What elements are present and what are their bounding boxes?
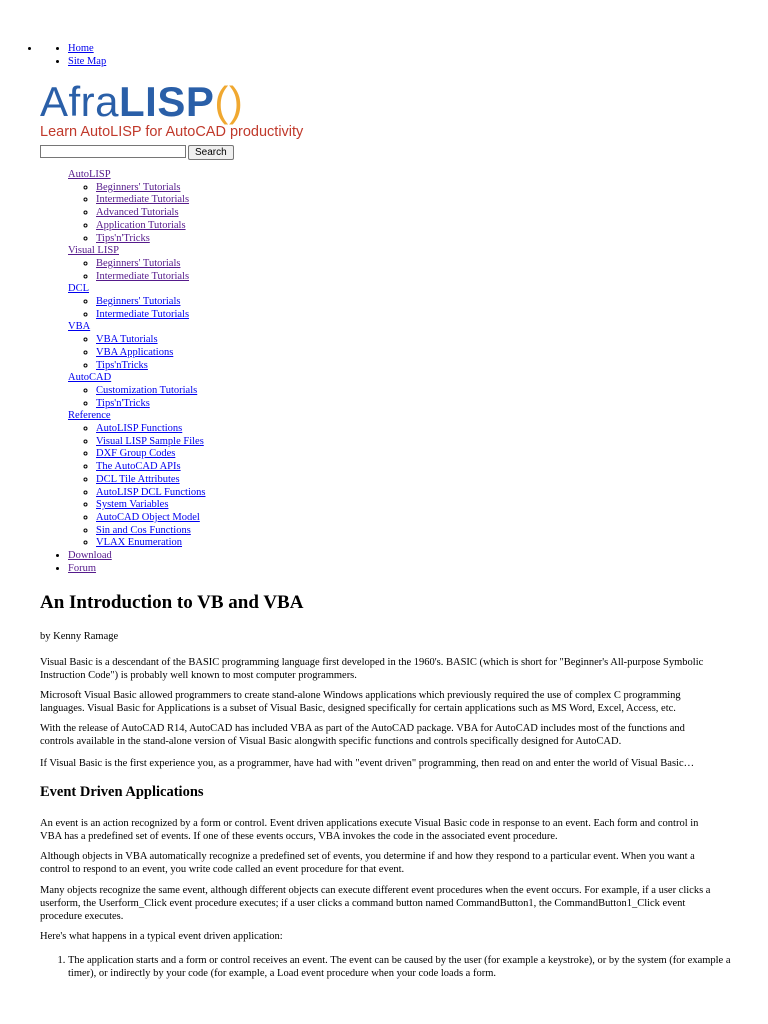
nav-submenu xyxy=(68,334,205,372)
section-heading: Event Driven Applications xyxy=(40,784,204,800)
nav-submenu xyxy=(68,296,205,321)
nav-submenu-item xyxy=(96,525,205,538)
nav-submenu-item xyxy=(96,194,205,207)
nav-sublink[interactable]: Beginners' Tutorials xyxy=(96,296,181,308)
nav-submenu-item xyxy=(96,233,205,246)
nav-submenu-item xyxy=(96,296,205,309)
nav-sublink[interactable]: Intermediate Tutorials xyxy=(96,194,190,206)
nav-sublink[interactable]: Intermediate Tutorials xyxy=(96,270,190,282)
nav-link[interactable]: Visual LISP xyxy=(68,245,119,257)
search-button[interactable]: Search xyxy=(188,145,234,160)
nav-section-visual-lisp xyxy=(68,245,205,283)
article-title: An Introduction to VB and VBA xyxy=(40,592,304,613)
nav-link[interactable]: VBA xyxy=(68,321,91,333)
nav-submenu-item xyxy=(96,220,205,233)
nav-submenu-item xyxy=(96,347,205,360)
nav-section-reference xyxy=(68,410,205,550)
logo-afra: Afra xyxy=(40,78,120,125)
top-nav xyxy=(0,33,107,67)
search-input[interactable] xyxy=(40,145,186,158)
nav-section-autolisp xyxy=(68,169,205,245)
nav-submenu-item xyxy=(96,398,205,411)
nav-submenu-item xyxy=(96,385,205,398)
site-map-link[interactable]: Site Map xyxy=(68,56,107,67)
paragraph: Microsoft Visual Basic allowed programmers to create stand-alone Windows applications which previously required the use of complex C programming languages. Visual Basic for Applications is a subset of Visual Basic, designed specifically for certain applications such as MS Word, Excel, Access, etc. xyxy=(40,690,681,714)
nav-submenu-item xyxy=(96,448,205,461)
nav-sublink[interactable]: DCL Tile Attributes xyxy=(96,473,180,485)
nav-link[interactable]: Download xyxy=(68,550,112,562)
nav-sublink[interactable]: Visual LISP Sample Files xyxy=(96,435,204,447)
nav-submenu-item xyxy=(96,474,205,487)
nav-sublink[interactable]: Customization Tutorials xyxy=(96,384,198,396)
nav-submenu-item xyxy=(96,271,205,284)
nav-sublink[interactable]: VBA Applications xyxy=(96,346,174,358)
nav-submenu xyxy=(68,258,205,283)
nav-sublink[interactable]: DXF Group Codes xyxy=(96,448,176,460)
nav-submenu-item xyxy=(96,537,205,550)
nav-sublink[interactable]: Tips'n'Tricks xyxy=(96,397,150,409)
nav-section-vba xyxy=(68,321,205,372)
nav-sublink[interactable]: AutoCAD Object Model xyxy=(96,511,200,523)
paragraph: Here's what happens in a typical event driven application: xyxy=(40,931,283,942)
site-logo[interactable] xyxy=(40,78,304,142)
nav-submenu-item xyxy=(96,423,205,436)
nav-sublink[interactable]: System Variables xyxy=(96,499,169,511)
top-nav-item-home[interactable] xyxy=(68,42,106,55)
nav-section-dcl xyxy=(68,283,205,321)
nav-submenu-item xyxy=(96,334,205,347)
event-steps-list xyxy=(40,954,748,980)
top-nav-item-sitemap[interactable] xyxy=(68,55,106,68)
nav-submenu-item xyxy=(96,499,205,512)
nav-sublink[interactable]: AutoLISP DCL Functions xyxy=(96,486,206,498)
paragraph: Visual Basic is a descendant of the BASIC programming language first developed in the 1960's. BASIC (which is short for "Beginner's All-purpose Symbolic Instruction Code") is probably well known to most computer programmers. xyxy=(40,657,704,681)
nav-submenu-item xyxy=(96,487,205,500)
article-author: by Kenny Ramage xyxy=(40,631,119,642)
paragraph: If Visual Basic is the first experience you, as a programmer, have had with "event driven" programming, then read on and enter the world of Visual Basic… xyxy=(40,758,695,769)
nav-sublink[interactable]: VBA Tutorials xyxy=(96,334,158,346)
nav-submenu-item xyxy=(96,360,205,373)
nav-link[interactable]: Forum xyxy=(68,562,97,574)
nav-submenu xyxy=(68,385,205,410)
nav-link[interactable]: AutoCAD xyxy=(68,372,112,384)
nav-sublink[interactable]: Advanced Tutorials xyxy=(96,207,179,219)
logo-wordmark xyxy=(40,80,300,124)
nav-sublink[interactable]: The AutoCAD APIs xyxy=(96,461,181,473)
nav-submenu-item xyxy=(96,309,205,322)
nav-link[interactable]: Reference xyxy=(68,410,111,422)
nav-submenu-item xyxy=(96,207,205,220)
nav-submenu-item xyxy=(96,258,205,271)
nav-section-autocad xyxy=(68,372,205,410)
nav-sublink[interactable]: Application Tutorials xyxy=(96,219,186,231)
nav-link[interactable]: DCL xyxy=(68,283,89,295)
home-link[interactable]: Home xyxy=(68,43,94,54)
nav-sublink[interactable]: Beginners' Tutorials xyxy=(96,257,181,269)
article xyxy=(40,590,731,979)
paragraph: Although objects in VBA automatically recognize a predefined set of events, you determine if and how they respond to a particular event. When you want a control to respond to an event, you write code called an event procedure for that event. xyxy=(40,851,695,875)
paragraph: An event is an action recognized by a form or control. Event driven applications execute Visual Basic code in response to an event. Each form and control in VBA has a predefined set of events. If one of these events occurs, VBA invokes the code in the associated event procedure. xyxy=(40,818,699,842)
nav-submenu-item xyxy=(96,436,205,449)
nav-sublink[interactable]: Tips'nTricks xyxy=(96,359,148,371)
nav-section-download xyxy=(68,550,205,563)
search-form xyxy=(40,145,234,161)
nav-submenu-item xyxy=(96,512,205,525)
paragraph: With the release of AutoCAD R14, AutoCAD has included VBA as part of the AutoCAD package. VBA for AutoCAD includes most of the functions and controls available in the stand-alone version of Visual Basic alongwith specific functions and controls specifically designed for AutoCAD. xyxy=(40,723,685,747)
nav-sublink[interactable]: Sin and Cos Functions xyxy=(96,524,191,536)
nav-submenu xyxy=(68,423,205,550)
nav-sublink[interactable]: AutoLISP Functions xyxy=(96,423,183,435)
top-nav-bullet xyxy=(40,42,107,67)
nav-sublink[interactable]: Beginners' Tutorials xyxy=(96,181,181,193)
logo-parens: () xyxy=(214,78,244,125)
nav-submenu xyxy=(68,182,205,246)
main-nav xyxy=(0,169,205,576)
list-item: 1. The application starts and a form or control receives an event. The event can be caused by the user (for example a keystroke), or by the system (for example a timer), or indirectly by your code (for example, a Load event procedure when your code loads a form. xyxy=(68,954,748,980)
paragraph: Many objects recognize the same event, although different objects can execute different event procedures when the event occurs. For example, if a user clicks a userform, the Userform_Click event procedure executes; if a user clicks a command button named CommandButton1, the CommandButton1_Click event procedure executes. xyxy=(40,885,711,922)
nav-section-forum xyxy=(68,563,205,576)
logo-lisp: LISP xyxy=(119,78,215,125)
nav-link[interactable]: AutoLISP xyxy=(68,169,111,180)
nav-sublink[interactable]: Intermediate Tutorials xyxy=(96,308,190,320)
nav-submenu-item xyxy=(96,182,205,195)
logo-tagline: Learn AutoLISP for AutoCAD productivity xyxy=(40,124,304,140)
nav-sublink[interactable]: VLAX Enumeration xyxy=(96,537,183,549)
nav-submenu-item xyxy=(96,461,205,474)
nav-sublink[interactable]: Tips'n'Tricks xyxy=(96,232,150,244)
